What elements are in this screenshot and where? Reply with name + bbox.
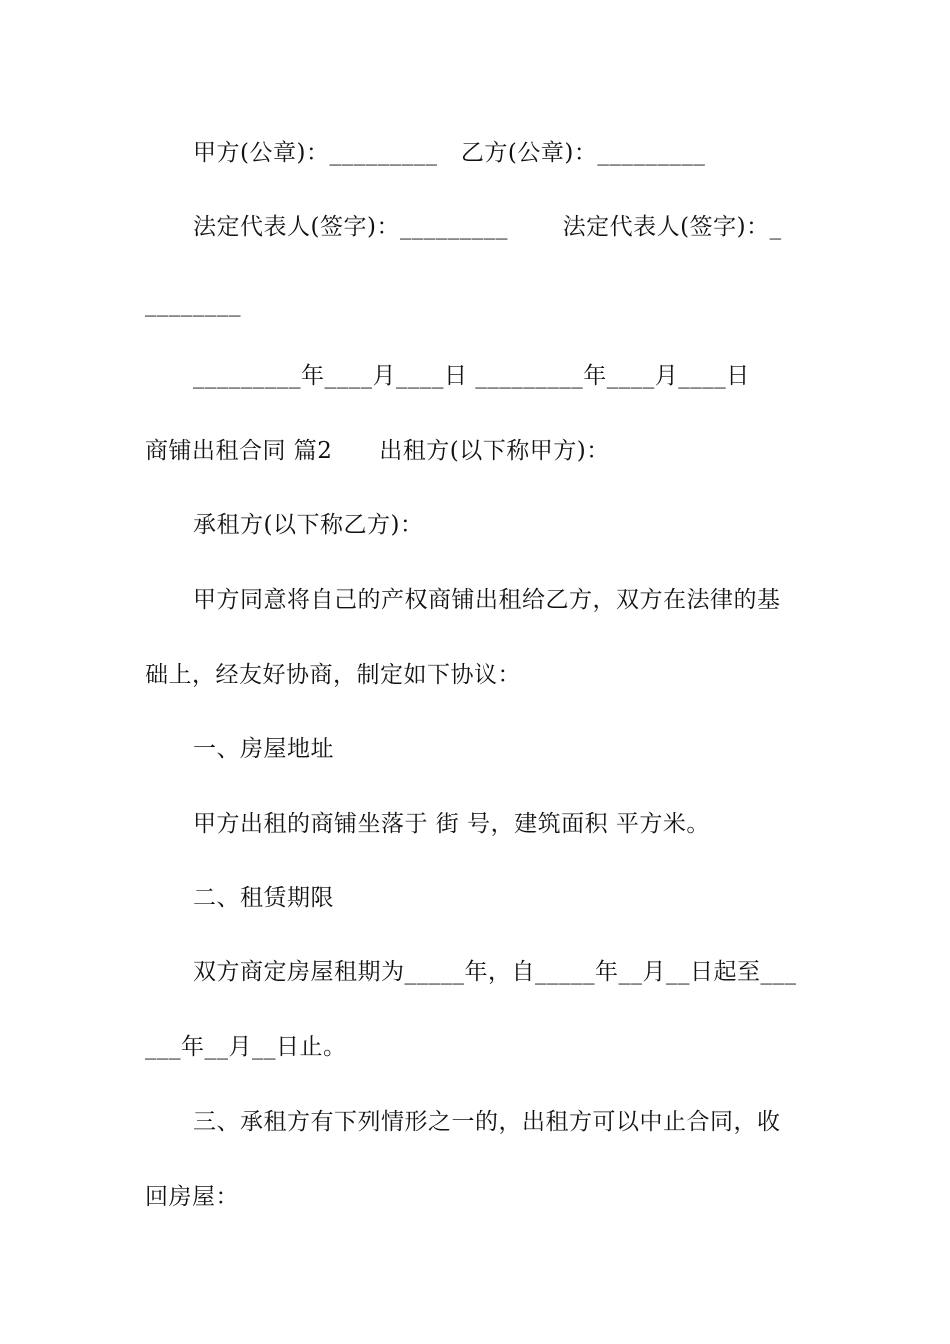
section-heading-termination-continued: 回房屋： xyxy=(145,1184,239,1210)
section-heading-termination: 三、承租方有下列情形之一的，出租方可以中止合同，收 xyxy=(193,1109,781,1135)
lessee-line: 承租方(以下称乙方)： xyxy=(193,512,424,538)
date-line: _________年____月____日 _________年____月____日 xyxy=(193,363,750,389)
paragraph-address: 甲方出租的商铺坐落于 街 号，建筑面积 平方米。 xyxy=(193,811,710,837)
section-heading-address: 一、房屋地址 xyxy=(193,736,334,762)
signature-underline-continued: ________ xyxy=(145,291,241,317)
legal-representative-line: 法定代表人(签字)：_________ 法定代表人(签字)：_ xyxy=(193,214,782,240)
contract-title-line: 商铺出租合同 篇2 出租方(以下称甲方)： xyxy=(145,438,610,464)
paragraph-agreement: 甲方同意将自己的产权商铺出租给乙方，双方在法律的基 xyxy=(193,587,781,613)
signature-seal-line: 甲方(公章)：_________ 乙方(公章)：_________ xyxy=(193,140,706,166)
paragraph-agreement-continued: 础上，经友好协商，制定如下协议： xyxy=(145,662,521,688)
section-heading-term: 二、租赁期限 xyxy=(193,885,334,911)
paragraph-term: 双方商定房屋租期为_____年，自_____年__月__日起至___ xyxy=(193,959,797,985)
paragraph-term-continued: ___年__月__日止。 xyxy=(145,1034,347,1060)
